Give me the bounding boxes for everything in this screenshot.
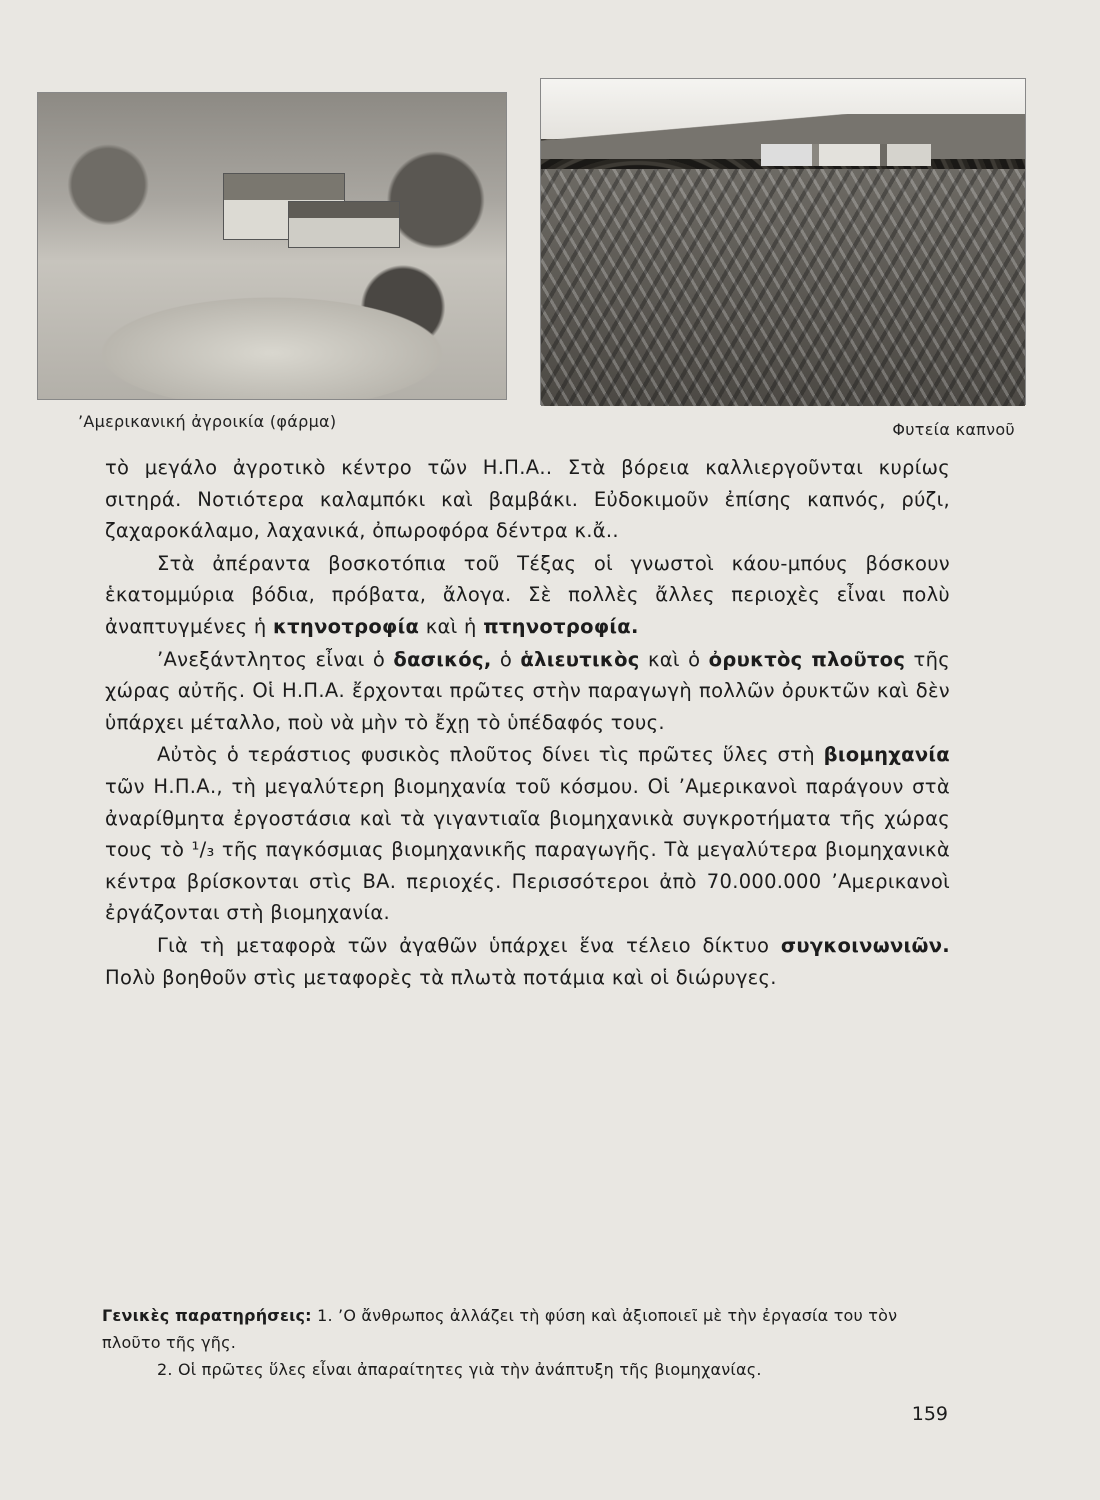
paragraph-transport: Γιὰ τὴ μεταφορὰ τῶν ἀγαθῶν ὑπάρχει ἕνα τέλειο δίκτυο συγκοινωνιῶν. Πολὺ βοηθοῦν στὶς μεταφορὲς τὰ πλωτὰ ποτάμια καὶ οἱ διώρυγες. [105, 933, 950, 989]
paragraph-agriculture: τὸ μεγάλο ἀγροτικὸ κέντρο τῶν Η.Π.Α.. Στὰ βόρεια καλλιεργοῦνται κυρίως σιτηρά. Νοτιότερα καλαμπόκι καὶ βαμβάκι. Εὐδοκιμοῦν ἐπίσης καπνός, ρύζι, ζαχαροκάλαμο, λαχανικά, ὀπωροφόρα δέντρα κ.ἄ.. [105, 456, 950, 543]
page-number: 159 [911, 1403, 948, 1425]
tobacco-field-photo [540, 78, 1026, 405]
body-text [105, 452, 950, 993]
remark-2: 2. Οἱ πρῶτες ὕλες εἶναι ἀπαραίτητες γιὰ τὴν ἀνάπτυξη τῆς βιομηχανίας. [157, 1360, 762, 1379]
crop-shape [541, 169, 1025, 406]
farm-photo [37, 92, 507, 400]
buildings-shape [761, 144, 931, 166]
farm-caption: ’Αμερικανική ἀγροικία (φάρμα) [78, 412, 337, 431]
remark-1: Γενικὲς παρατηρήσεις: 1. ’Ο ἄνθρωπος ἀλλάζει τὴ φύση καὶ ἀξιοποιεῖ μὲ τὴν ἐργασία του τὸν πλοῦτο τῆς γῆς. [102, 1306, 898, 1352]
general-remarks [102, 1302, 952, 1383]
paragraph-livestock: Στὰ ἀπέραντα βοσκοτόπια τοῦ Τέξας οἱ γνωστοὶ κάου-μπόυς βόσκουν ἑκατομμύρια βόδια, πρόβατα, ἄλογα. Σὲ πολλὲς ἄλλες περιοχὲς εἶναι πολὺ ἀναπτυγμένες ἡ κτηνοτροφία καὶ ἡ πτηνοτροφία. [105, 551, 950, 638]
paragraph-industry: Αὐτὸς ὁ τεράστιος φυσικὸς πλοῦτος δίνει τὶς πρῶτες ὕλες στὴ βιομηχανία τῶν Η.Π.Α., τὴ μεγαλύτερη βιομηχανία τοῦ κόσμου. Οἱ ’Αμερικανοὶ παράγουν στὰ ἀναρίθμητα ἐργοστάσια καὶ τὰ γιγαντιαῖα βιομηχανικὰ συγκροτήματα τῆς χώρας τους τὸ ¹/₃ τῆς παγκόσμιας βιομηχανικῆς παραγωγῆς. Τὰ μεγαλύτερα βιομηχανικὰ κέντρα βρίσκονται στὶς ΒΑ. περιοχές. Περισσότεροι ἀπὸ 70.000.000 ’Αμερικανοὶ ἐργάζονται στὴ βιομηχανία. [105, 743, 950, 925]
barn-shape [288, 201, 400, 248]
field-caption: Φυτεία καπνοῦ [892, 420, 1015, 439]
paragraph-resources: ’Ανεξάντλητος εἶναι ὁ δασικός, ὁ ἁλιευτικὸς καὶ ὁ ὀρυκτὸς πλοῦτος τῆς χώρας αὐτῆς. Οἱ Η.Π.Α. ἔρχονται πρῶτες στὴν παραγωγὴ πολλῶν ὀρυκτῶν καὶ δὲν ὑπάρχει μέταλλο, ποὺ νὰ μὴν τὸ ἔχῃ τὸ ὑπέδαφός τους. [105, 647, 950, 734]
